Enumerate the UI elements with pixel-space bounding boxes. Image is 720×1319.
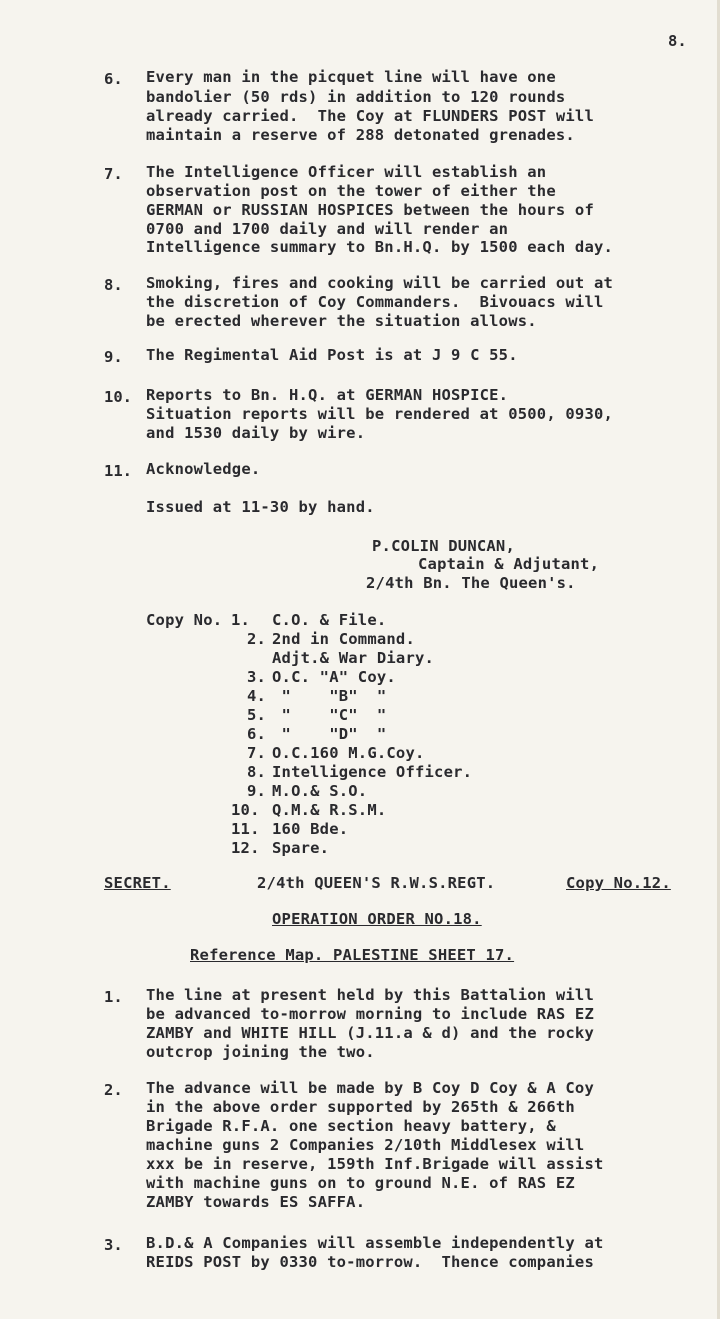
distribution-recipient: Q.M.& R.S.M. xyxy=(272,801,387,819)
distribution-no: 2. xyxy=(247,630,267,648)
distribution-recipient: O.C.160 M.G.Coy. xyxy=(272,744,425,762)
distribution-recipient: Intelligence Officer. xyxy=(272,763,473,781)
reference-map: Reference Map. PALESTINE SHEET 17. xyxy=(190,946,515,964)
secret-heading: SECRET. xyxy=(104,874,171,892)
order-title: OPERATION ORDER NO.18. xyxy=(272,910,482,928)
paragraph-number: 8. xyxy=(104,276,123,294)
text-line: Every man in the picquet line will have one xyxy=(146,68,556,86)
distribution-recipient: O.C. "A" Coy. xyxy=(272,668,396,686)
text-line: already carried. The Coy at FLUNDERS POST will xyxy=(146,107,594,125)
text-line: Smoking, fires and cooking will be carried out at xyxy=(146,274,614,292)
signature-rank: Captain & Adjutant, xyxy=(418,555,600,573)
distribution-recipient: " "D" " xyxy=(272,725,387,743)
distribution-no: 12. xyxy=(231,839,260,857)
distribution-recipient: M.O.& S.O. xyxy=(272,782,368,800)
text-line: in the above order supported by 265th & 266th xyxy=(146,1098,575,1116)
text-line: ZAMBY and WHITE HILL (J.11.a & d) and the rocky xyxy=(146,1024,594,1042)
regiment-heading: 2/4th QUEEN'S R.W.S.REGT. xyxy=(257,874,496,892)
text-line: be advanced to-morrow morning to include RAS EZ xyxy=(146,1005,594,1023)
text-line: Acknowledge. xyxy=(146,460,261,478)
text-line: The advance will be made by B Coy D Coy & A Coy xyxy=(146,1079,594,1097)
distribution-recipient: 2nd in Command. xyxy=(272,630,415,648)
paragraph-number: 7. xyxy=(104,165,123,183)
text-line: xxx be in reserve, 159th Inf.Brigade will assist xyxy=(146,1155,604,1173)
distribution-no: 10. xyxy=(231,801,260,819)
distribution-no: 3. xyxy=(247,668,267,686)
distribution-no: 1. xyxy=(231,611,251,629)
distribution-no: 5. xyxy=(247,706,267,724)
text-line: 0700 and 1700 daily and will render an xyxy=(146,220,509,238)
paragraph-number: 1. xyxy=(104,988,123,1006)
text-line: The Regimental Aid Post is at J 9 C 55. xyxy=(146,346,518,364)
paragraph-number: 9. xyxy=(104,348,123,366)
paragraph-number: 3. xyxy=(104,1236,123,1254)
distribution-recipient: " "B" " xyxy=(272,687,387,705)
distribution-no: 11. xyxy=(231,820,260,838)
distribution-recipient: Spare. xyxy=(272,839,330,857)
distribution-recipient: " "C" " xyxy=(272,706,387,724)
text-line: Intelligence summary to Bn.H.Q. by 1500 each day. xyxy=(146,238,614,256)
text-line: Brigade R.F.A. one section heavy battery, & xyxy=(146,1117,556,1135)
copy-number: Copy No.12. xyxy=(566,874,671,892)
page-number: 8. xyxy=(668,32,687,50)
text-line: with machine guns on to ground N.E. of RAS EZ xyxy=(146,1174,575,1192)
distribution-recipient: 160 Bde. xyxy=(272,820,349,838)
text-line: maintain a reserve of 288 detonated grenades. xyxy=(146,126,575,144)
paragraph-number: 2. xyxy=(104,1081,123,1099)
distribution-no: 9. xyxy=(247,782,267,800)
distribution-no: 4. xyxy=(247,687,267,705)
text-line: B.D.& A Companies will assemble independently at xyxy=(146,1234,604,1252)
distribution-label: Copy No. xyxy=(146,611,223,629)
signature-unit: 2/4th Bn. The Queen's. xyxy=(366,574,576,592)
distribution-no: 7. xyxy=(247,744,267,762)
distribution-no: 8. xyxy=(247,763,267,781)
text-line: bandolier (50 rds) in addition to 120 rounds xyxy=(146,88,566,106)
distribution-no: 6. xyxy=(247,725,267,743)
paragraph-number: 11. xyxy=(104,462,132,480)
text-line: Situation reports will be rendered at 0500, 0930, xyxy=(146,405,614,423)
text-line: outcrop joining the two. xyxy=(146,1043,375,1061)
issued-line: Issued at 11-30 by hand. xyxy=(146,498,375,516)
text-line: and 1530 daily by wire. xyxy=(146,424,366,442)
text-line: be erected wherever the situation allows. xyxy=(146,312,537,330)
text-line: REIDS POST by 0330 to-morrow. Thence companies xyxy=(146,1253,594,1271)
text-line: GERMAN or RUSSIAN HOSPICES between the hours of xyxy=(146,201,594,219)
text-line: the discretion of Coy Commanders. Bivouacs will xyxy=(146,293,604,311)
text-line: The Intelligence Officer will establish an xyxy=(146,163,547,181)
distribution-recipient: C.O. & File. xyxy=(272,611,387,629)
signature-name: P.COLIN DUNCAN, xyxy=(372,537,515,555)
text-line: observation post on the tower of either the xyxy=(146,182,556,200)
text-line: Reports to Bn. H.Q. at GERMAN HOSPICE. xyxy=(146,386,509,404)
text-line: The line at present held by this Battalion will xyxy=(146,986,594,1004)
paragraph-number: 6. xyxy=(104,70,123,88)
text-line: machine guns 2 Companies 2/10th Middlesex will xyxy=(146,1136,585,1154)
text-line: ZAMBY towards ES SAFFA. xyxy=(146,1193,366,1211)
distribution-recipient: Adjt.& War Diary. xyxy=(272,649,435,667)
paragraph-number: 10. xyxy=(104,388,132,406)
